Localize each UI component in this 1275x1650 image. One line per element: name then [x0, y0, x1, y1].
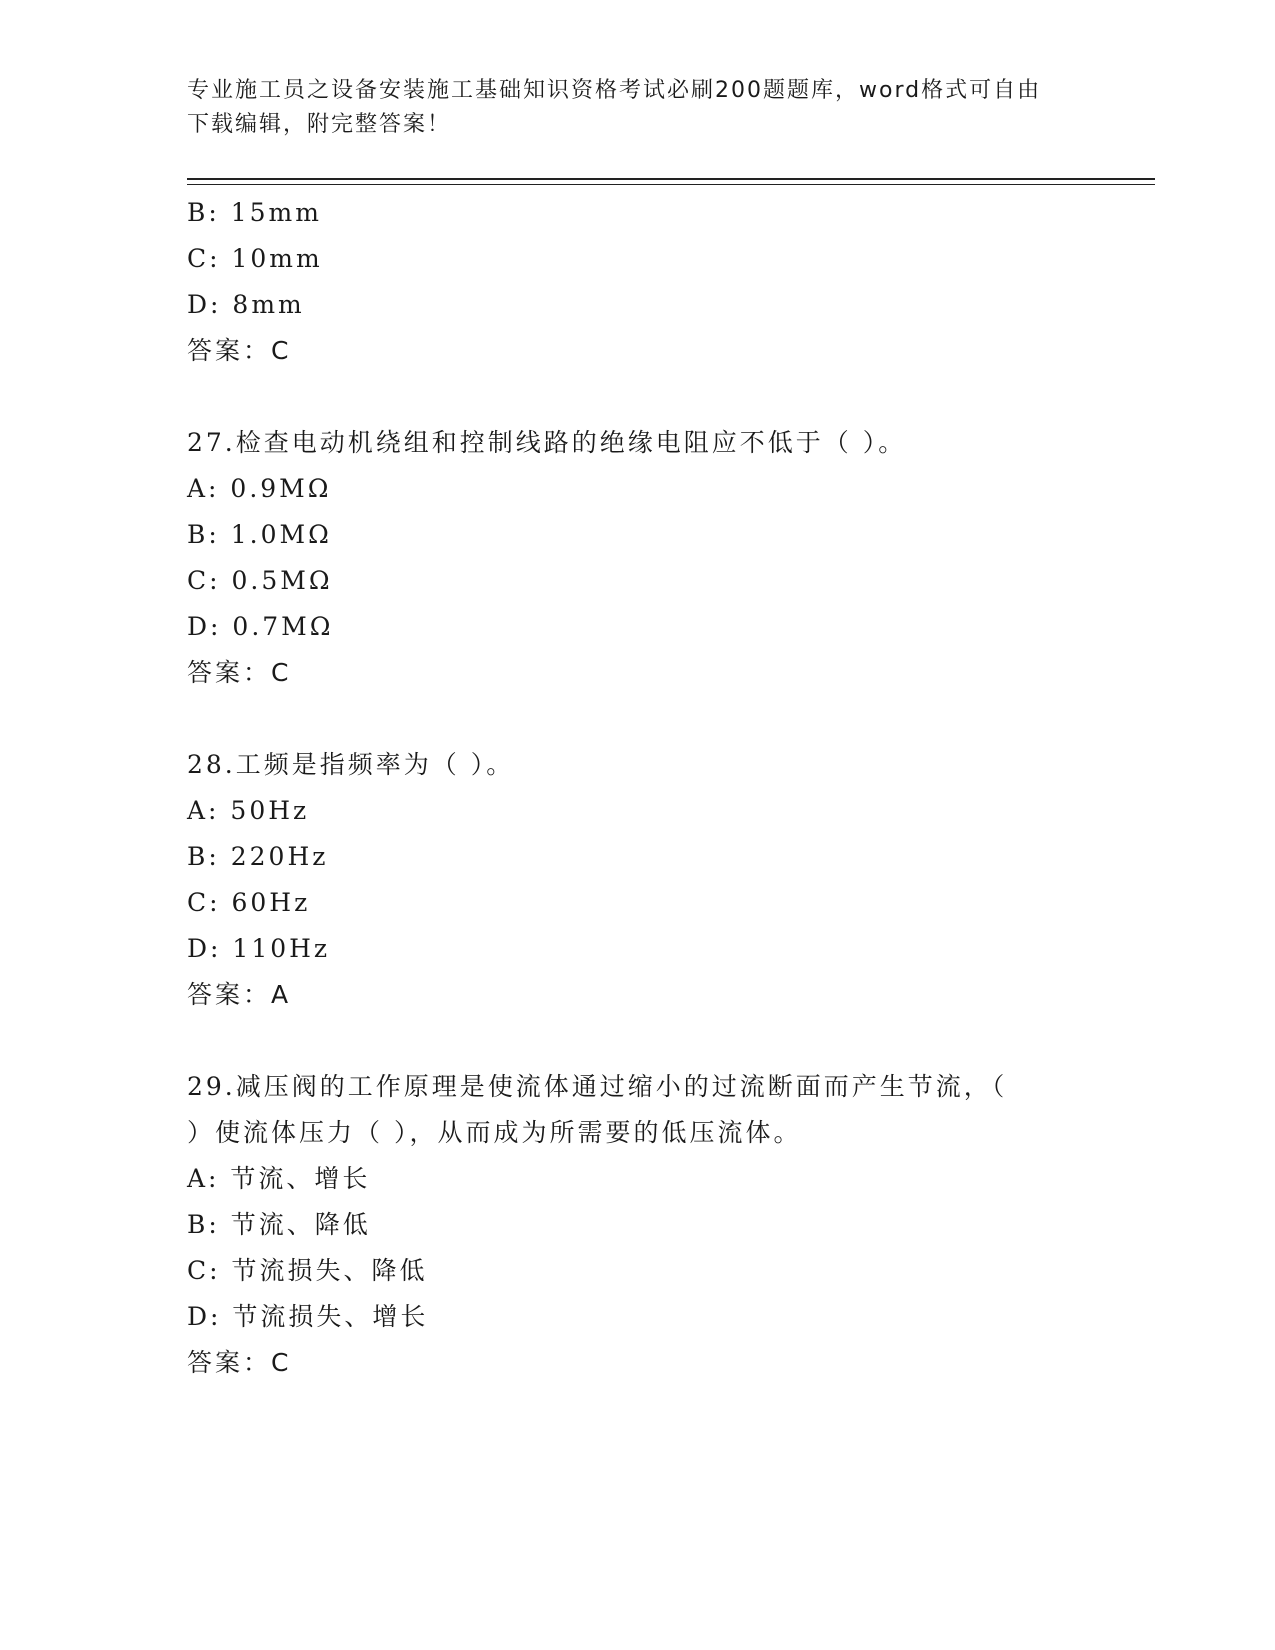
answer: 答案：A — [187, 980, 292, 1009]
question-stem: 27.检查电动机绕组和控制线路的绝缘电阻应不低于（ ）。 — [187, 428, 907, 457]
option-d: D: 0.7MΩ — [187, 612, 334, 641]
header-rule-thin — [187, 184, 1155, 185]
header-rule-thick — [187, 178, 1155, 180]
answer: 答案：C — [187, 1348, 292, 1377]
question-stem-line-2: ）使流体压力（ ），从而成为所需要的低压流体。 — [187, 1118, 802, 1147]
option-d: D: 110Hz — [187, 934, 331, 963]
question-27 — [187, 420, 1087, 696]
question-stem-line-1: 29.减压阀的工作原理是使流体通过缩小的过流断面而产生节流，（ — [187, 1072, 1008, 1101]
question-fragment — [187, 190, 1087, 374]
option-b: B: 15mm — [187, 198, 322, 227]
option-c: C: 60Hz — [187, 888, 311, 917]
question-list — [187, 190, 1087, 1386]
document-header — [187, 74, 1077, 142]
question-spacer — [187, 1018, 1087, 1064]
option-c: C: 0.5MΩ — [187, 566, 333, 595]
option-b: B: 220Hz — [187, 842, 329, 871]
header-line-2: 下载编辑，附完整答案！ — [187, 112, 452, 137]
answer: 答案：C — [187, 336, 292, 365]
option-b: B: 1.0MΩ — [187, 520, 332, 549]
option-d: D: 节流损失、增长 — [187, 1302, 429, 1331]
question-spacer — [187, 696, 1087, 742]
header-line-1: 专业施工员之设备安装施工基础知识资格考试必刷200题题库，word格式可自由 — [187, 78, 1042, 103]
option-c: C: 10mm — [187, 244, 323, 273]
option-b: B: 节流、降低 — [187, 1210, 371, 1239]
option-a: A: 50Hz — [187, 796, 310, 825]
option-d: D: 8mm — [187, 290, 305, 319]
question-28 — [187, 742, 1087, 1018]
option-a: A: 0.9MΩ — [187, 474, 332, 503]
question-29 — [187, 1064, 1087, 1386]
answer: 答案：C — [187, 658, 292, 687]
question-stem: 28.工频是指频率为（ ）。 — [187, 750, 515, 779]
question-spacer — [187, 374, 1087, 420]
option-a: A: 节流、增长 — [187, 1164, 371, 1193]
option-c: C: 节流损失、降低 — [187, 1256, 428, 1285]
